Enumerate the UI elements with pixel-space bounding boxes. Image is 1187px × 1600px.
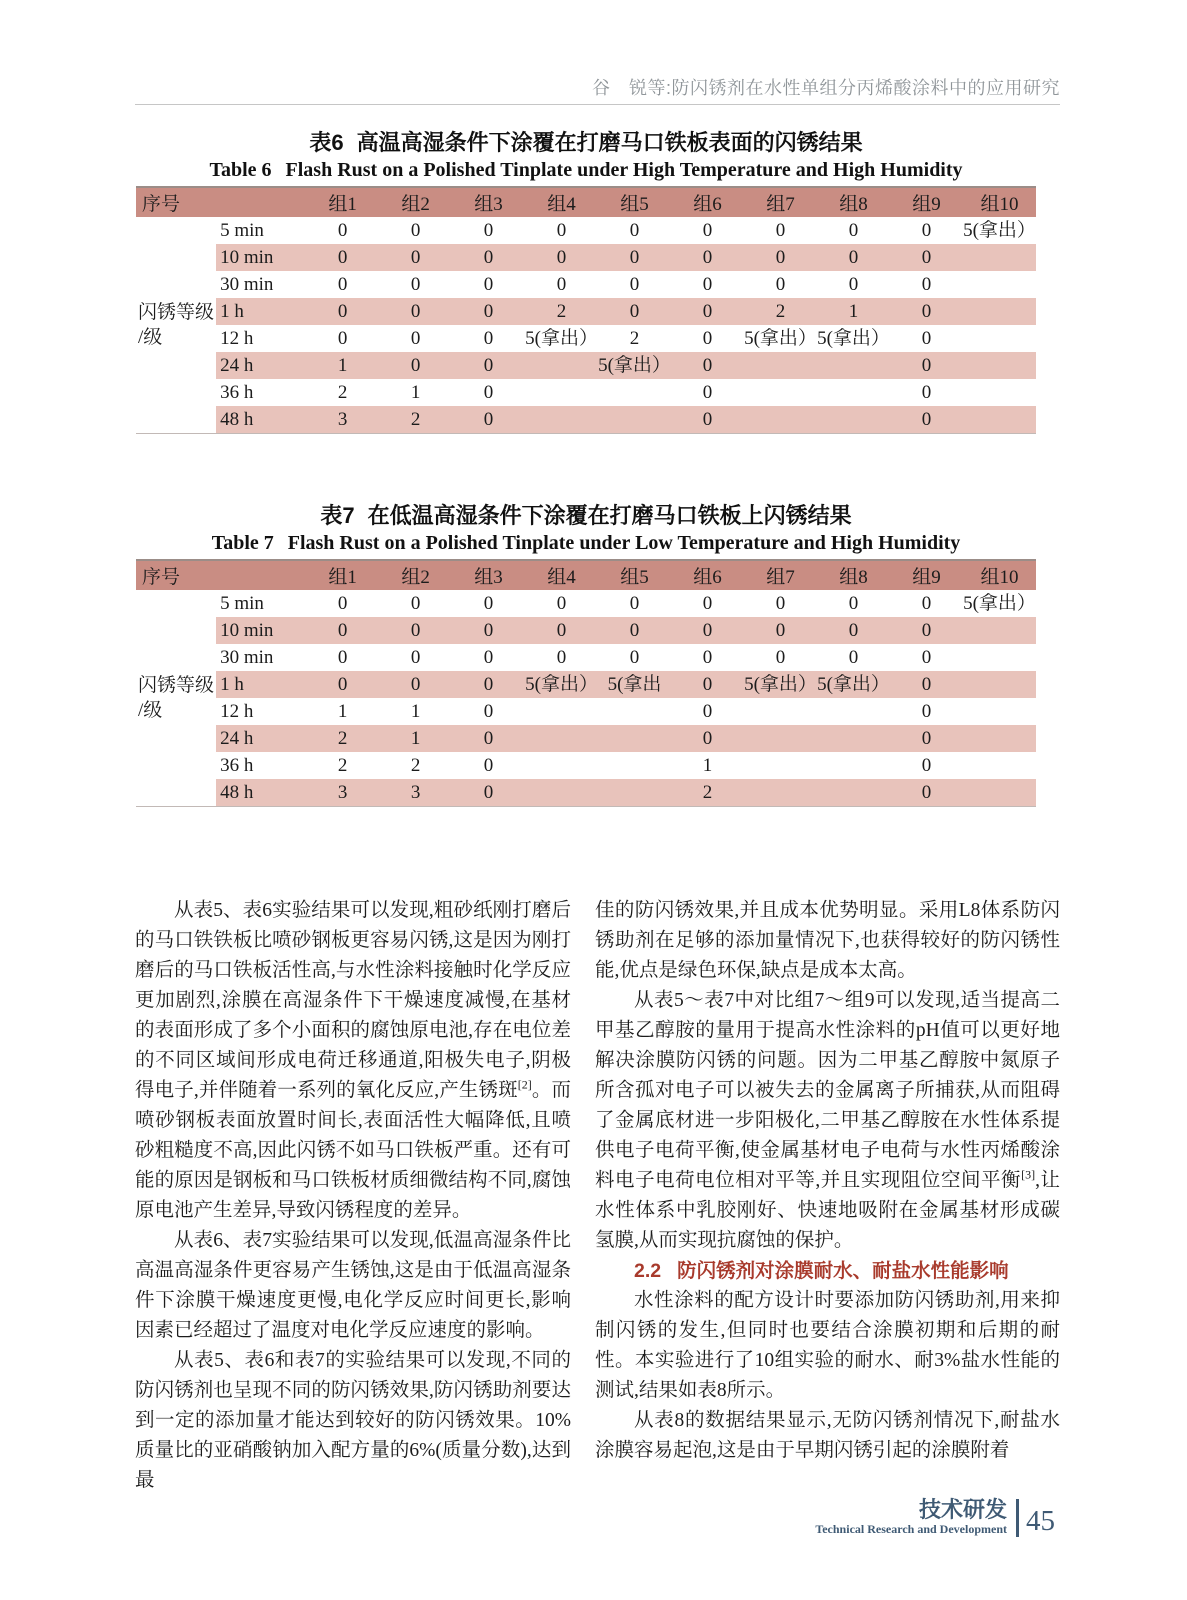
table-cell [525,698,598,725]
table-cell: 0 [775,220,786,241]
citation-ref: [2] [517,1077,532,1092]
time-label: 5 min [220,593,264,614]
table-cell: 0 [379,617,452,644]
table-cell: 0 [702,274,713,295]
table-cell: 3 [379,779,452,807]
table-cell: 0 [890,617,963,644]
table-cell: 0 [921,647,932,668]
table-cell: 0 [671,617,744,644]
table-cell: 0 [410,274,421,295]
table-cell: 0 [671,244,744,271]
table6-label-zh: 表6 [309,130,344,155]
table6-caption-en: Flash Rust on a Polished Tinplate under High Temperature and High Humidity [285,159,963,181]
table-cell: 1 [817,298,890,325]
table-cell: 0 [702,593,713,614]
table-header-row [136,560,1036,590]
header-rule [135,104,1060,105]
table-row [136,217,1036,244]
time-label: 10 min [216,244,306,271]
table-cell: 0 [452,725,525,752]
table-cell: 2 [525,298,598,325]
table-cell: 0 [337,647,348,668]
table-cell: 0 [452,244,525,271]
table-cell: 0 [817,617,890,644]
table7-title-en [136,531,1036,555]
table-cell: 0 [890,725,963,752]
table-cell [744,752,817,779]
footer-section-zh: 技术研发 [918,1497,1007,1522]
table-cell: 0 [410,647,421,668]
table-cell [963,325,1036,352]
table-cell [525,725,598,752]
table6-caption-zh: 高温高湿条件下涂覆在打磨马口铁板表面的闪锈结果 [356,130,863,155]
table-row [136,617,1036,644]
table-cell: 5(拿出） [744,671,817,698]
table-cell: 0 [483,220,494,241]
page-number: 45 [1026,1505,1055,1537]
group-column-header: 组9 [890,187,963,217]
table-row [136,325,1036,352]
table-cell: 0 [410,593,421,614]
table-cell: 0 [921,220,932,241]
table-cell: 2 [379,406,452,434]
table-cell: 0 [702,328,713,349]
table-cell: 5(拿出） [744,328,817,349]
paragraph-text: ,让水性体系中乳胶刚好、快速地吸附在金属基材形成碳氢膜,从而实现抗腐蚀的保护。 [595,1170,1060,1251]
table-cell: 0 [306,617,379,644]
table7-caption-zh: 在低温高湿条件下涂覆在打磨马口铁板上闪锈结果 [367,503,852,528]
table-cell [598,779,671,807]
table7-label-zh: 表7 [320,503,355,528]
table-cell: 0 [671,298,744,325]
table-cell [963,752,1036,779]
table-cell: 0 [598,617,671,644]
table-cell: 0 [337,328,348,349]
table-row [136,298,1036,325]
table-cell [817,352,890,379]
table-cell: 5(拿出） [817,328,890,349]
table-cell [963,617,1036,644]
table-cell: 0 [890,671,963,698]
table-cell: 0 [702,647,713,668]
table-cell: 0 [671,352,744,379]
table-cell: 0 [379,298,452,325]
table-cell: 0 [890,298,963,325]
time-label: 12 h [220,328,254,349]
table-cell: 0 [848,220,859,241]
table-cell: 0 [702,382,713,403]
table-cell: 0 [890,244,963,271]
table-cell: 0 [890,779,963,807]
table-cell [963,671,1036,698]
time-header [216,187,306,217]
table-cell: 2 [410,755,421,776]
table-cell: 0 [556,593,567,614]
table-cell: 0 [483,647,494,668]
left-column [135,896,571,1496]
table-row [136,644,1036,671]
group-column-header: 组2 [379,187,452,217]
table-cell: 0 [921,755,932,776]
table-row [136,779,1036,807]
table6-label-en: Table 6 [209,159,272,181]
table-cell [525,752,598,779]
table-cell: 0 [921,328,932,349]
time-label: 5 min [220,220,264,241]
row-group-label: 闪锈等级 /级 [136,590,216,807]
table-cell: 0 [452,406,525,434]
paragraph: 从表5、表6和表7的实验结果可以发现,不同的防闪锈剂也呈现不同的防闪锈效果,防闪锈助剂要达到一定的添加量才能达到较好的防闪锈效果。10%质量比的亚硝酸钠加入配方量的6%(质量分数),达到最 [135,1350,571,1491]
table-cell [963,725,1036,752]
table-cell [817,379,890,406]
table7-label-en: Table 7 [211,532,274,554]
page-footer [815,1498,1055,1537]
table6-title-zh [136,129,1036,156]
table-cell: 0 [483,382,494,403]
table-cell: 3 [306,779,379,807]
time-label: 1 h [216,298,306,325]
table-row [136,671,1036,698]
running-head: 谷 锐等:防闪锈剂在水性单组分丙烯酸涂料中的应用研究 [592,78,1060,98]
table-cell [598,406,671,434]
table-cell: 0 [890,352,963,379]
table-cell [963,271,1036,298]
table-cell: 0 [921,593,932,614]
table-cell: 0 [848,647,859,668]
table-cell: 0 [629,220,640,241]
table-cell: 1 [306,352,379,379]
table-cell: 0 [775,647,786,668]
paragraph: 水性涂料的配方设计时要添加防闪锈助剂,用来抑制闪锈的发生,但同时也要结合涂膜初期和后期的耐性。本实验进行了10组实验的耐水、耐3%盐水性能的测试,结果如表8所示。 [595,1290,1060,1401]
footer-divider [1016,1499,1019,1537]
time-label: 12 h [220,701,254,722]
table-cell: 0 [337,593,348,614]
table-cell: 0 [598,298,671,325]
section-number: 2.2 [634,1260,662,1282]
time-label: 1 h [216,671,306,698]
table-cell [963,379,1036,406]
table-cell: 0 [525,244,598,271]
table7 [136,559,1036,807]
group-column-header: 组3 [452,187,525,217]
table-cell: 5(拿出） [963,593,1036,614]
table-cell: 0 [452,352,525,379]
table-cell: 2 [744,298,817,325]
table-cell: 0 [556,220,567,241]
paragraph-text: 从表5、表6实验结果可以发现,粗砂纸刚打磨后的马口铁铁板比喷砂钢板更容易闪锈,这是因为刚打磨后的马口铁板活性高,与水性涂料接触时化学反应更加剧烈,涂膜在高湿条件下干燥速度减慢,在基材的表面形成了多个小面积的腐蚀原电池,存在电位差的不同区域间形成电荷迁移通道,阳极失电子,阴极得电子,并伴随着一系列的氧化反应,产生锈斑 [135,900,571,1101]
table-cell: 0 [306,244,379,271]
table-cell: 0 [306,298,379,325]
table-cell [744,725,817,752]
table-cell: 0 [890,406,963,434]
table-cell [598,752,671,779]
group-column-header: 组9 [890,560,963,590]
table-cell [744,779,817,807]
time-header [216,560,306,590]
group-column-header: 组6 [671,187,744,217]
table-cell [817,752,890,779]
table-cell [963,698,1036,725]
table-cell [525,779,598,807]
table-cell: 0 [629,647,640,668]
table-row [136,244,1036,271]
table-row [136,590,1036,617]
table-cell: 0 [452,671,525,698]
table-cell [817,406,890,434]
group-column-header: 组4 [525,560,598,590]
table-cell: 0 [452,298,525,325]
table-cell: 0 [556,647,567,668]
table7-caption-en: Flash Rust on a Polished Tinplate under Low Temperature and High Humidity [287,532,961,554]
time-label: 24 h [216,725,306,752]
table-cell: 0 [337,274,348,295]
table-cell: 1 [410,382,421,403]
time-label: 36 h [220,382,254,403]
table-cell: 0 [410,220,421,241]
table-cell [525,406,598,434]
table-cell: 0 [556,274,567,295]
group-column-header: 组5 [598,560,671,590]
table-cell: 0 [379,671,452,698]
group-column-header: 组1 [306,560,379,590]
group-column-header: 组7 [744,560,817,590]
group-column-header: 组1 [306,187,379,217]
table-cell: 0 [629,274,640,295]
group-column-header: 组10 [963,560,1036,590]
table-cell: 3 [306,406,379,434]
table-cell: 0 [379,352,452,379]
table-cell [525,352,598,379]
table-cell: 5(拿出） [525,671,598,698]
table-cell: 0 [817,244,890,271]
table-cell: 5(拿出） [598,352,671,379]
table-cell [598,698,671,725]
table-cell: 1 [410,701,421,722]
table-cell [744,698,817,725]
table-cell [744,406,817,434]
table-cell: 0 [921,382,932,403]
table-cell: 2 [629,328,640,349]
right-column [595,896,1060,1496]
table-cell: 0 [775,593,786,614]
table-cell: 0 [483,274,494,295]
table-cell: 2 [337,755,348,776]
table-cell [817,725,890,752]
table-cell: 2 [337,382,348,403]
footer-section-en: Technical Research and Development [815,1522,1007,1536]
table-cell: 0 [921,701,932,722]
table-row [136,271,1036,298]
table-cell: 2 [306,725,379,752]
corner-header: 序号 [136,187,216,217]
table-cell [963,644,1036,671]
table-cell: 1 [337,701,348,722]
group-column-header: 组10 [963,187,1036,217]
group-column-header: 组5 [598,187,671,217]
table7-block [136,502,1036,807]
paragraph: 佳的防闪锈效果,并且成本优势明显。采用L8体系防闪锈助剂在足够的添加量情况下,也获得较好的防闪锈性能,优点是绿色环保,缺点是成本太高。 [595,900,1060,981]
table-cell [963,406,1036,434]
row-group-label: 闪锈等级 /级 [136,217,216,434]
table-row [136,379,1036,406]
table-row [136,725,1036,752]
time-label: 30 min [220,647,274,668]
table-cell: 0 [744,617,817,644]
paragraph: 从表8的数据结果显示,无防闪锈剂情况下,耐盐水涂膜容易起泡,这是由于早期闪锈引起的涂膜附着 [595,1410,1060,1461]
table-cell: 0 [525,617,598,644]
table-cell: 0 [848,593,859,614]
table-cell: 0 [483,593,494,614]
group-column-header: 组3 [452,560,525,590]
group-column-header: 组2 [379,560,452,590]
table-cell: 5(拿出） [525,328,598,349]
paragraph [595,986,1060,1256]
table-cell: 0 [452,779,525,807]
table-cell: 5(拿出 [598,671,671,698]
table-cell: 5(拿出） [963,220,1036,241]
time-label: 24 h [216,352,306,379]
table-row [136,352,1036,379]
table-cell [525,379,598,406]
table-cell [963,352,1036,379]
table-row [136,698,1036,725]
table-cell: 0 [921,274,932,295]
table-cell: 0 [775,274,786,295]
group-column-header: 组8 [817,187,890,217]
body-text [135,896,1060,1496]
table6 [136,186,1036,434]
time-label: 10 min [216,617,306,644]
group-column-header: 组7 [744,187,817,217]
table-cell [817,779,890,807]
group-column-header: 组4 [525,187,598,217]
group-column-header: 组8 [817,560,890,590]
time-label: 48 h [216,779,306,807]
paragraph-text: 。而喷砂钢板表面放置时间长,表面活性大幅降低,且喷砂粗糙度不高,因此闪锈不如马口铁板严重。还有可能的原因是钢板和马口铁板材质细微结构不同,腐蚀原电池产生差异,导致闪锈程度的差异。 [135,1080,571,1221]
table-cell: 0 [671,671,744,698]
paragraph-text: 从表5～表7中对比组7～组9可以发现,适当提高二甲基乙醇胺的量用于提高水性涂料的pH值可以更好地解决涂膜防闪锈的问题。因为二甲基乙醇胺中氮原子所含孤对电子可以被失去的金属离子所捕获,从而阻碍了金属底材进一步阳极化,二甲基乙醇胺在水性体系提供电子电荷平衡,使金属基材电子电荷与水性丙烯酸涂料电子电荷电位相对平等,并且实现阻位空间平衡 [595,990,1060,1191]
table-cell: 0 [671,725,744,752]
citation-ref: [3] [1021,1167,1036,1182]
table-cell: 0 [702,220,713,241]
table-cell [817,698,890,725]
table-cell [963,298,1036,325]
table-header-row [136,187,1036,217]
table-cell: 0 [744,244,817,271]
table-cell [744,352,817,379]
time-label: 30 min [220,274,274,295]
table-cell: 0 [306,671,379,698]
table-cell: 1 [702,755,713,776]
table-cell [963,779,1036,807]
footer-section [815,1498,1007,1537]
time-label: 48 h [216,406,306,434]
table-cell: 0 [483,701,494,722]
table-cell [963,244,1036,271]
table-cell: 0 [702,701,713,722]
table-cell: 0 [671,406,744,434]
table-row [136,752,1036,779]
paragraph [135,896,571,1226]
table-cell: 0 [483,328,494,349]
table-cell: 0 [629,593,640,614]
table-cell: 1 [379,725,452,752]
corner-header: 序号 [136,560,216,590]
section-heading [595,1256,1060,1286]
table-cell: 2 [671,779,744,807]
table-cell: 0 [410,328,421,349]
table-cell: 0 [337,220,348,241]
table-row [136,406,1036,434]
table-cell [598,379,671,406]
table-cell: 0 [379,244,452,271]
table7-title-zh [136,502,1036,529]
section-title: 防闪锈剂对涂膜耐水、耐盐水性能影响 [677,1260,1009,1282]
table-cell [598,725,671,752]
paragraph: 从表6、表7实验结果可以发现,低温高湿条件比高温高湿条件更容易产生锈蚀,这是由于低温高湿条件下涂膜干燥速度更慢,电化学反应时间更长,影响因素已经超过了温度对电化学反应速度的影响。 [135,1230,571,1341]
table-cell: 0 [452,617,525,644]
table-cell: 5(拿出） [817,671,890,698]
table-cell: 0 [483,755,494,776]
table-cell: 0 [598,244,671,271]
group-column-header: 组6 [671,560,744,590]
table-cell: 0 [848,274,859,295]
table6-title-en [136,158,1036,182]
table6-block [136,129,1036,434]
table-cell [744,379,817,406]
time-label: 36 h [220,755,254,776]
